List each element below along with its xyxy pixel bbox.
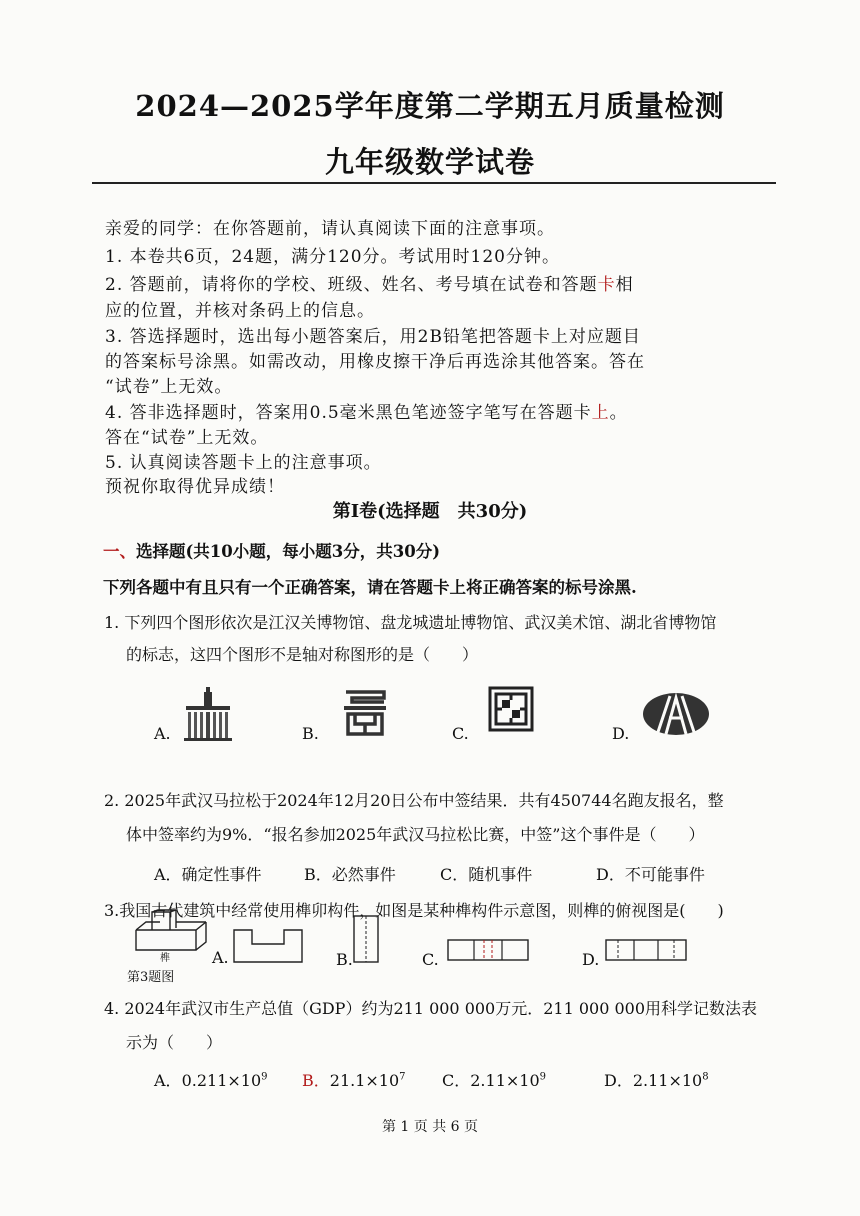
- note-4: 4. 答非选择题时，答案用0.5毫米黑色笔迹签字笔写在答题卡上。: [105, 403, 628, 423]
- q1-option-d-label: D.: [612, 724, 630, 743]
- figure-3-tenon-label: 榫: [160, 953, 170, 964]
- part-heading: 一、选择题(共10小题，每小题3分，共30分): [103, 542, 441, 561]
- q3-option-d-figure: [604, 938, 688, 962]
- wuhan-art-museum-logo-icon: [488, 686, 534, 732]
- page-footer: 第 1 页 共 6 页: [381, 1119, 479, 1135]
- title-divider: [92, 182, 776, 184]
- question-4-line2: 示为（ ）: [126, 1033, 223, 1052]
- panlongcheng-museum-logo-icon: [340, 688, 390, 738]
- note-3-cont2: “试卷”上无效。: [105, 377, 233, 397]
- q3-option-b-figure: [352, 914, 382, 964]
- q4-option-c: C．$2.11\times 10^9$: [442, 1071, 547, 1090]
- question-1-line2: 的标志，这四个图形不是轴对称图形的是（ ）: [126, 645, 479, 664]
- question-2-line2: 体中签率约为9%．“报名参加2025年武汉马拉松比赛，中签”这个事件是（ ）: [126, 825, 705, 844]
- q3-option-a-label: A.: [212, 948, 229, 967]
- q2-option-c: C．随机事件: [440, 865, 533, 884]
- q3-option-d-label: D.: [582, 950, 600, 969]
- note-3: 3. 答选择题时，选出每小题答案后，用2B铅笔把答题卡上对应题目: [105, 327, 641, 347]
- section-heading: 第Ⅰ卷(选择题 共30分): [332, 501, 528, 522]
- question-1-line1: 1. 下列四个图形依次是江汉关博物馆、盘龙城遗址博物馆、武汉美术馆、湖北省博物馆: [104, 613, 717, 632]
- note-4-cont: 答在“试卷”上无效。: [105, 428, 269, 448]
- q2-option-d: D．不可能事件: [596, 865, 705, 884]
- q1-option-a-label: A.: [154, 724, 171, 743]
- figure-3-caption: 第3题图: [127, 970, 175, 985]
- mortise-tenon-3d-figure: [130, 910, 210, 962]
- question-4-line1: 4. 2024年武汉市生产总值（GDP）约为211 000 000万元．211 000 000用科学记数法表: [104, 999, 758, 1018]
- note-5: 5. 认真阅读答题卡上的注意事项。: [105, 453, 382, 473]
- note-1: 1. 本卷共6页，24题，满分120分。考试用时120分钟。: [105, 247, 560, 267]
- question-2-line1: 2. 2025年武汉马拉松于2024年12月20日公布中签结果．共有450744名跑友报名，整: [104, 791, 724, 810]
- q4-option-d: D．$2.11\times 10^8$: [604, 1071, 709, 1090]
- q3-option-c-figure: [446, 938, 530, 962]
- q4-option-a: A．$0.211\times 10^9$: [154, 1071, 268, 1090]
- q2-option-a: A．确定性事件: [154, 865, 262, 884]
- question-3-line1: 3.我国古代建筑中经常使用榫卯构件，如图是某种榫构件示意图，则榫的俯视图是( ): [104, 901, 724, 920]
- q3-option-b-label: B.: [336, 950, 353, 969]
- hubei-museum-logo-icon: [642, 692, 710, 736]
- q2-option-b: B．必然事件: [304, 865, 396, 884]
- exam-title: 2024—2025学年度第二学期五月质量检测: [135, 89, 725, 123]
- note-3-cont: 的答案标号涂黑。如需改动，用橡皮擦干净后再选涂其他答案。答在: [105, 352, 645, 372]
- note-2: 2. 答题前，请将你的学校、班级、姓名、考号填在试卷和答题卡相: [105, 275, 634, 295]
- exam-subtitle: 九年级数学试卷: [324, 145, 535, 179]
- note-2-cont: 应的位置，并核对条码上的信息。: [105, 301, 375, 321]
- jianghan-customs-logo-icon: [183, 686, 233, 742]
- note-greeting: 亲爱的同学：在你答题前，请认真阅读下面的注意事项。: [105, 219, 555, 239]
- part-instruction: 下列各题中有且只有一个正确答案，请在答题卡上将正确答案的标号涂黑.: [103, 578, 637, 597]
- q4-option-b: B．$21.1\times 10^7$: [302, 1071, 406, 1090]
- q3-option-c-label: C.: [422, 950, 439, 969]
- q1-option-b-label: B.: [302, 724, 319, 743]
- note-wish: 预祝你取得优异成绩！: [105, 477, 285, 497]
- q3-option-a-figure: [232, 928, 304, 964]
- q1-option-c-label: C.: [452, 724, 469, 743]
